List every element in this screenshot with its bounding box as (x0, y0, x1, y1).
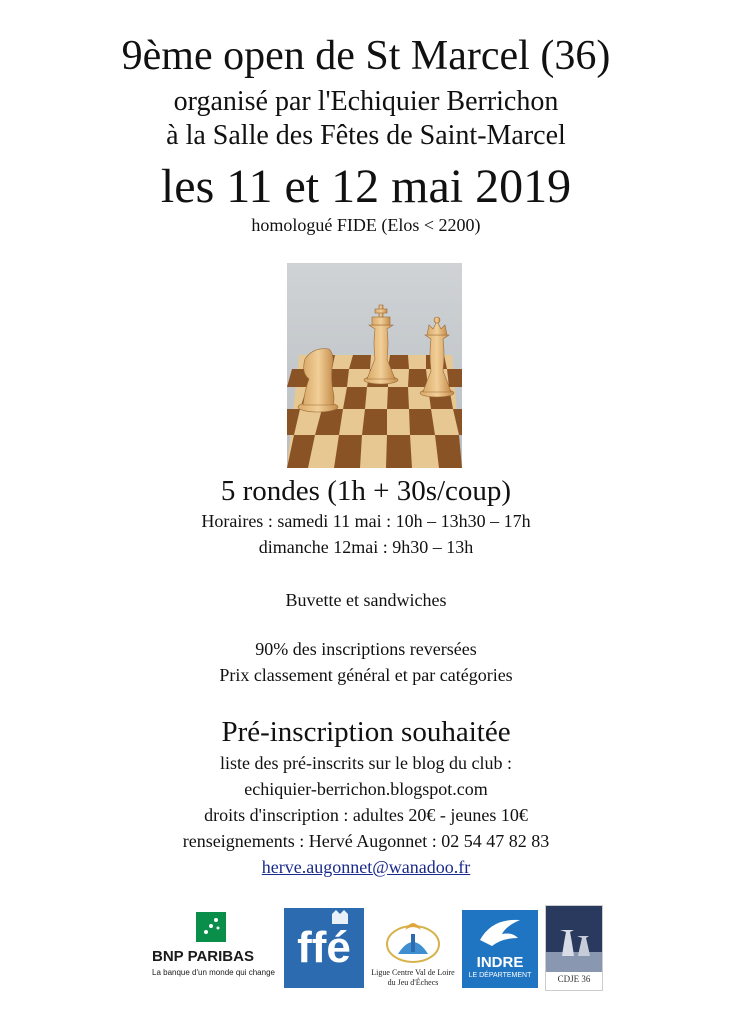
prizes-note: Prix classement général et par catégories (219, 665, 513, 685)
cdje36-logo (545, 905, 603, 991)
registration-fees: droits d'inscription : adultes 20€ - jeunes 10€ (204, 805, 528, 825)
email-link[interactable]: herve.augonnet@wanadoo.fr (261, 857, 471, 877)
indre-name: INDRE (476, 954, 524, 971)
refund-note: 90% des inscriptions reversées (255, 639, 477, 659)
email-line (0, 856, 732, 878)
club-blog-address: echiquier-berrichon.blogspot.com (244, 779, 488, 799)
event-dates: les 11 et 12 mai 2019 (160, 160, 572, 213)
bnp-star-icon (196, 912, 226, 942)
contact-info: renseignements : Hervé Augonnet : 02 54 47 82 83 (182, 831, 550, 851)
organizer-line: organisé par l'Echiquier Berrichon (173, 86, 559, 117)
poster-title: 9ème open de St Marcel (36) (121, 33, 611, 79)
ffe-text: ffé (297, 923, 351, 972)
refreshments-note: Buvette et sandwiches (285, 590, 447, 610)
fide-rating-note: homologué FIDE (Elos < 2200) (251, 215, 481, 235)
bnp-paribas-logo (152, 912, 282, 990)
venue-line: à la Salle des Fêtes de Saint-Marcel (166, 120, 566, 151)
ligue-centre-logo (370, 910, 456, 994)
indre-departement-logo (462, 910, 538, 988)
ligue-caption: Ligue Centre Val de Loire du Jeu d'Échecs (371, 968, 455, 987)
schedule-sunday: dimanche 12mai : 9h30 – 13h (258, 537, 474, 557)
chess-pieces-photo (287, 263, 462, 468)
ffe-logo (284, 908, 364, 988)
registration-heading: Pré-inscription souhaitée (221, 716, 511, 748)
rounds-summary: 5 rondes (1h + 30s/coup) (220, 475, 512, 507)
bnp-tagline: La banque d'un monde qui change (152, 968, 275, 977)
indre-subtitle: LE DÉPARTEMENT (468, 972, 532, 979)
registration-list-note: liste des pré-inscrits sur le blog du club : (220, 753, 512, 773)
bnp-name: BNP PARIBAS (152, 948, 254, 965)
cdje-label: CDJE 36 (557, 974, 591, 984)
schedule-saturday: Horaires : samedi 11 mai : 10h – 13h30 – 17h (201, 511, 531, 531)
